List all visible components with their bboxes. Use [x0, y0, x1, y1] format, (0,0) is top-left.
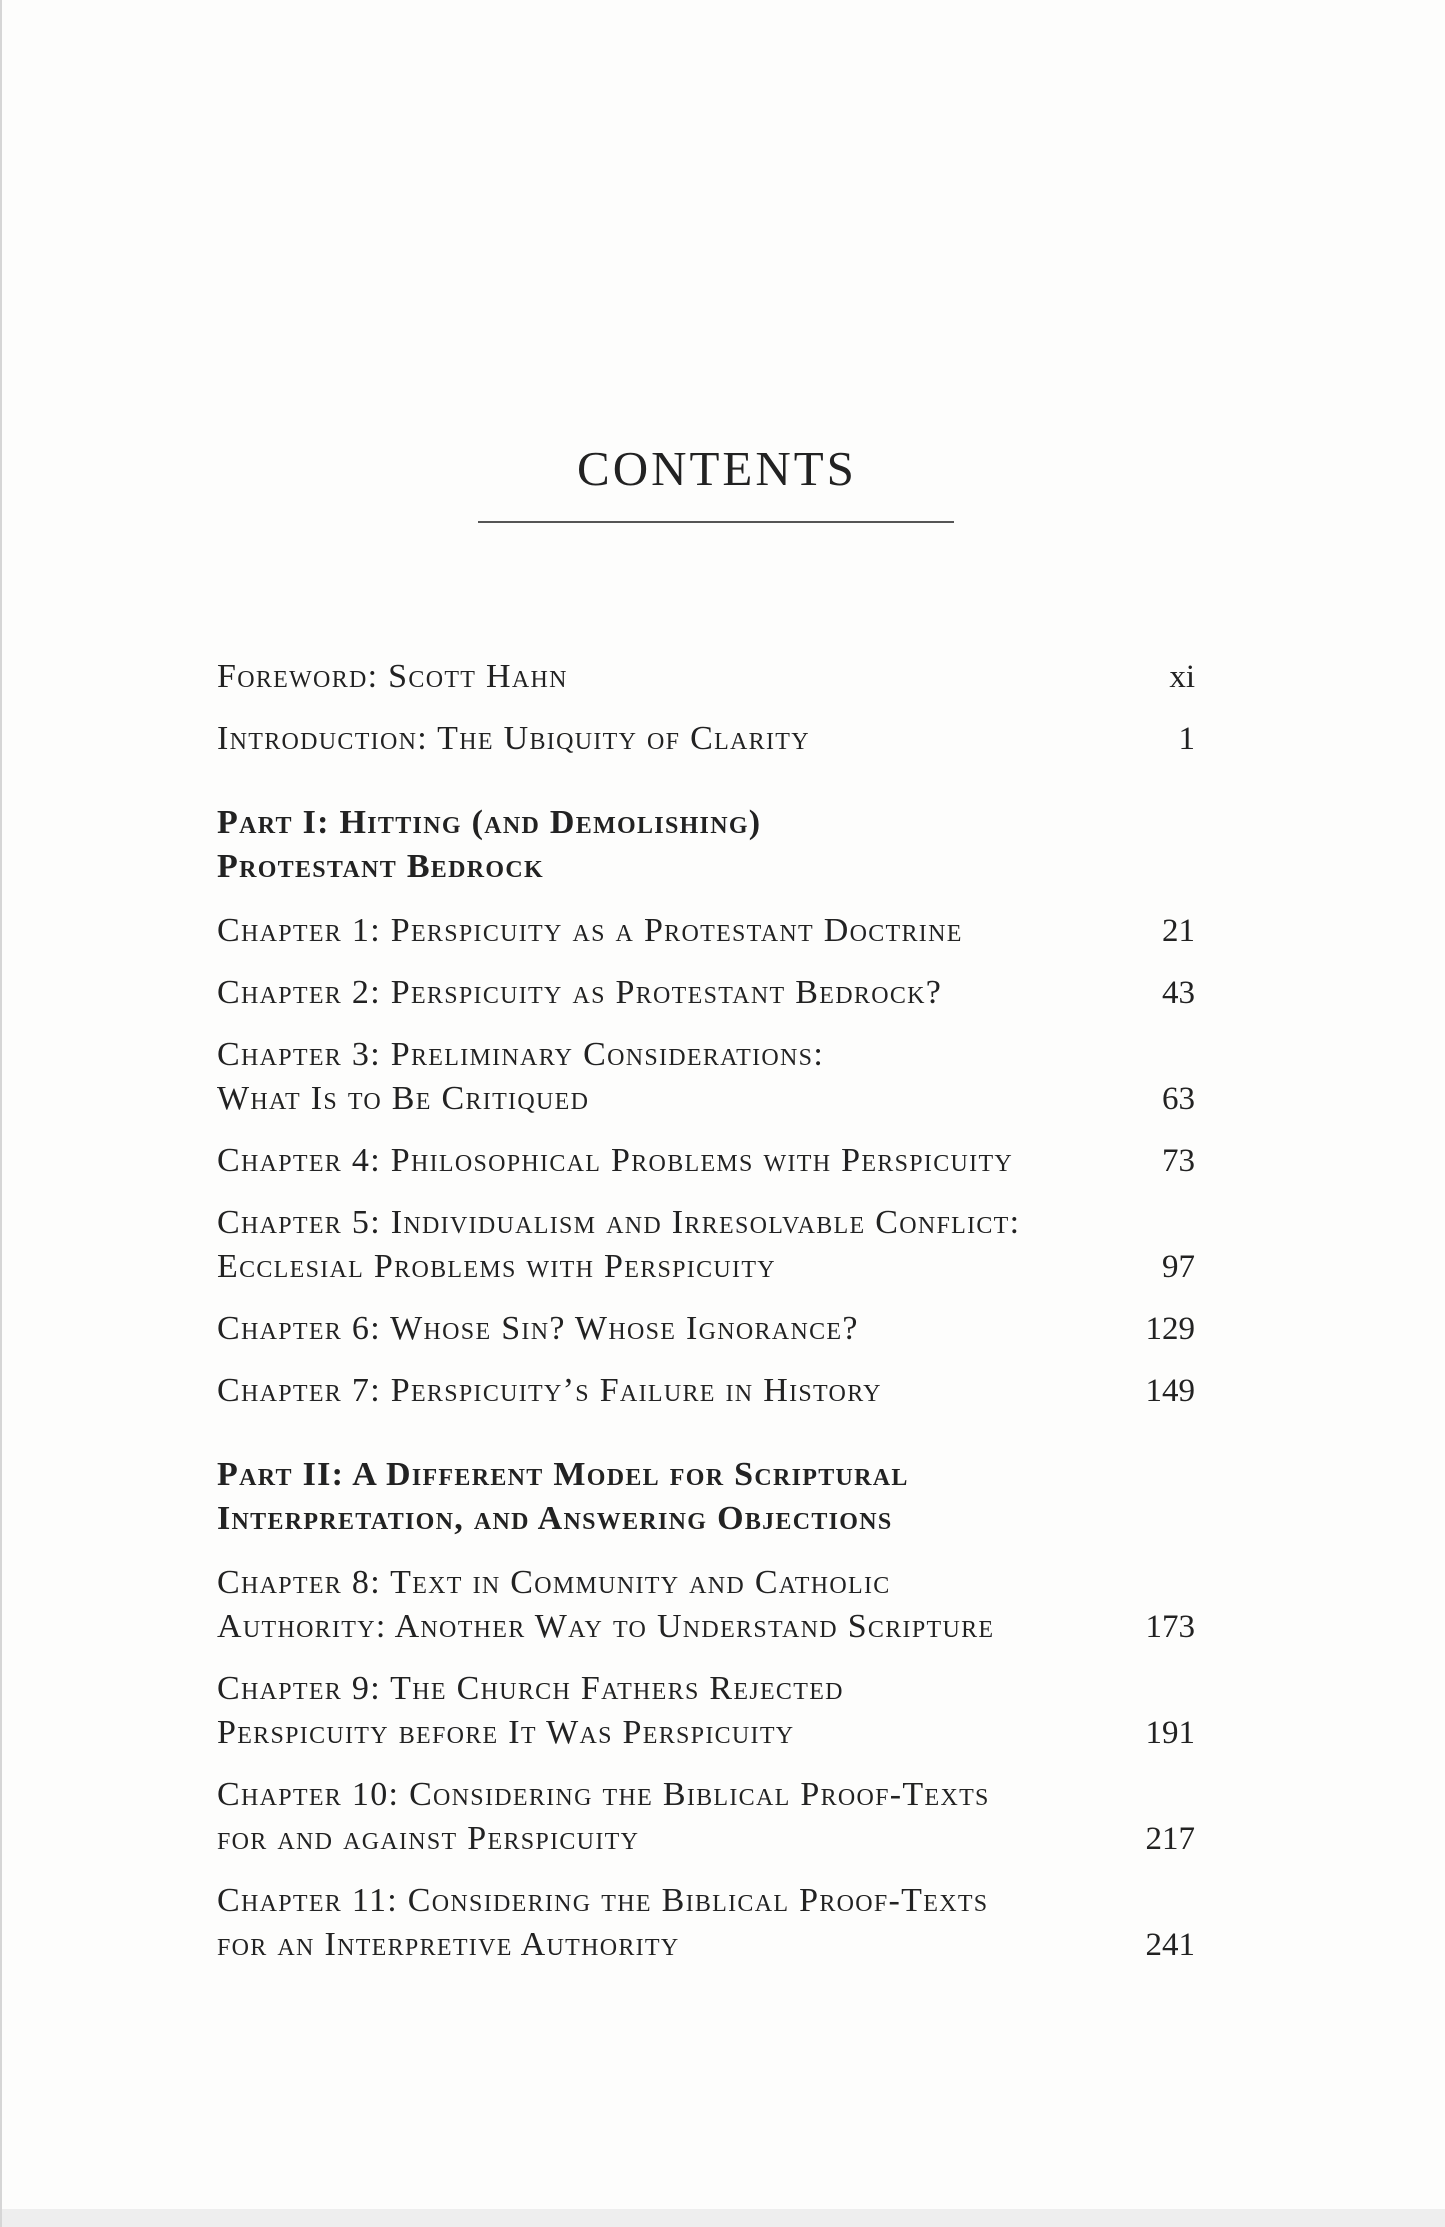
- toc-entry-chapter-9: [217, 1667, 1195, 1755]
- part-title: Part II: A Different Model for Scriptural Interpretation, and Answering Objections: [217, 1456, 909, 1537]
- toc-page-number: 63: [1162, 1081, 1195, 1117]
- toc-page-number: 1: [1178, 721, 1195, 757]
- toc-entry-title: Chapter 2: Perspicuity as Protestant Bedrock?: [217, 974, 943, 1011]
- toc-entry-title: Chapter 1: Perspicuity as a Protestant Doctrine: [217, 912, 963, 949]
- toc-entry-chapter-10: [217, 1773, 1195, 1861]
- toc-page-number: 21: [1162, 913, 1195, 949]
- toc-entry-chapter-11: [217, 1879, 1195, 1967]
- table-of-contents: [217, 655, 1195, 1985]
- toc-entry-title: Chapter 8: Text in Community and Catholic Authority: Another Way to Understand Scripture: [217, 1564, 995, 1645]
- toc-entry-title: Foreword: Scott Hahn: [217, 658, 568, 695]
- toc-page-number: 73: [1162, 1143, 1195, 1179]
- toc-page-number: 129: [1145, 1311, 1195, 1347]
- page-bottom-edge: [2, 2209, 1445, 2227]
- title-underline: [478, 521, 954, 523]
- toc-entry-title: Chapter 10: Considering the Biblical Proof-Texts for and against Perspicuity: [217, 1776, 990, 1857]
- toc-entry-chapter-6: [217, 1307, 1195, 1351]
- toc-entry-chapter-1: [217, 909, 1195, 953]
- toc-entry-title: Introduction: The Ubiquity of Clarity: [217, 720, 810, 757]
- toc-entry-chapter-2: [217, 971, 1195, 1015]
- toc-page-number: 173: [1145, 1609, 1195, 1645]
- part-title: Part I: Hitting (and Demolishing) Protestant Bedrock: [217, 804, 762, 885]
- toc-entry-chapter-3: [217, 1033, 1195, 1121]
- toc-entry-title: Chapter 9: The Church Fathers Rejected Perspicuity before It Was Perspicuity: [217, 1670, 844, 1751]
- toc-page-number: 217: [1145, 1821, 1195, 1857]
- toc-page-number: 191: [1145, 1715, 1195, 1751]
- toc-entry-introduction: [217, 717, 1195, 761]
- toc-page-number: 241: [1145, 1927, 1195, 1963]
- toc-entry-chapter-5: [217, 1201, 1195, 1289]
- toc-entry-title: Chapter 4: Philosophical Problems with Perspicuity: [217, 1142, 1014, 1179]
- toc-page-number: 97: [1162, 1249, 1195, 1285]
- toc-entry-title: Chapter 11: Considering the Biblical Proof-Texts for an Interpretive Authority: [217, 1882, 989, 1963]
- toc-entry-chapter-7: [217, 1369, 1195, 1413]
- toc-entry-title: Chapter 6: Whose Sin? Whose Ignorance?: [217, 1310, 859, 1347]
- toc-entry-title: Chapter 3: Preliminary Considerations: What Is to Be Critiqued: [217, 1036, 825, 1117]
- toc-part-1-heading: [217, 801, 1195, 889]
- toc-entry-title: Chapter 7: Perspicuity’s Failure in History: [217, 1372, 882, 1409]
- toc-entry-chapter-4: [217, 1139, 1195, 1183]
- toc-page-number: xi: [1169, 659, 1195, 695]
- toc-entry-chapter-8: [217, 1561, 1195, 1649]
- toc-entry-title: Chapter 5: Individualism and Irresolvable Conflict: Ecclesial Problems with Perspicuity: [217, 1204, 1021, 1285]
- toc-entry-foreword: [217, 655, 1195, 699]
- toc-part-2-heading: [217, 1453, 1195, 1541]
- page-title: CONTENTS: [577, 441, 857, 496]
- toc-page-number: 149: [1145, 1373, 1195, 1409]
- toc-page-number: 43: [1162, 975, 1195, 1011]
